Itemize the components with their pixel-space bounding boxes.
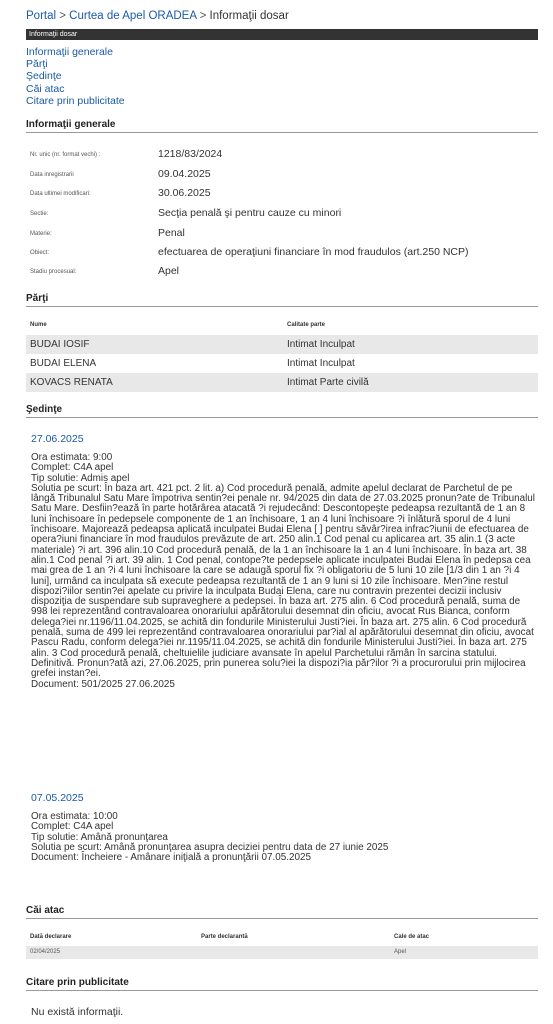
no-data-message: Nu există informaţii.	[31, 1006, 124, 1018]
info-value: Apel	[158, 265, 180, 277]
hearing-document: Document: Încheiere - Amânare iniţială a pronunţării 07.05.2025	[31, 852, 311, 864]
page-header-bar: Informaţii dosar	[26, 29, 538, 40]
party-role: Intimat Parte civilă	[287, 377, 369, 388]
table-row	[26, 946, 538, 959]
section-divider	[26, 918, 538, 919]
column-header-data-declarare: Dată declarare	[30, 934, 72, 940]
info-label: Sectie:	[30, 211, 49, 217]
info-value: 1218/83/2024	[158, 148, 223, 160]
hearing-solution-summary: Solutia pe scurt: În baza art. 421 pct. 2 lit. a) Cod procedură penală, admite apelul declarat de Parchetul de pe lângă Tribunalul Satu Mare împotriva sentin?ei penale nr. 94/2025 din data de 27.03.2025 pronun?ate de Tribunalul Satu Mare. Desfiin?ează în parte hotărârea atacată ?i rejudecând: Descontopeşte pedeapsa rezultantă de 1 an 8 luni închisoare în pedepsele componente de 1 an închisoare, 1 an 4 luni închisoare ?i înlătură sporul de 4 luni închisoare. Majorează pedeapsa aplicată inculpatei Budai Elena [ ] pentru săvâr?irea infrac?iunii de efectuarea de opera?iuni financiare în mod fraudulos prevăzute de art. 250 alin.1 Cod penal cu aplicarea art. 35 alin.1 (3 acte materiale) ?i art. 396 alin.10 Cod procedură penală, de la 1 an închisoare la 1 an 4 luni închisoare. În baza art. 38 alin.1 Cod penal ?i art. 39 alin. 1 Cod penal, contope?te pedepsele aplicate inculpatei Budai Elena în pedepsa cea mai grea de 1 an ?i 4 luni închisoare la care se adaugă sporul fix ?i obligatoriu de 5 luni 10 zile [1/3 din 1 an ?i 4 luni], urmând ca inculpata să execute pedeapsa rezultantă de 1 an 9 luni si 10 zile închisoare. Men?ine restul dispozi?iilor sentin?ei apelate cu privire la inculpata Budai Elena, care nu contravin prezentei decizii inclusiv dispoziţia de suspendare sub supraveghere a pedepsei. În baza art. 275 alin. 6 Cod procedură penală, suma de 998 lei reprezentând contravaloarea onorariului apărătorului desemnat din oficiu, avocat Rus Bianca, conform delega?iei nr.1196/11.04.2025, se achită din fondurile Ministerului Justi?iei. În baza art. 275 alin. 6 Cod procedură penală, suma de 499 lei reprezentând contravaloarea onorariului par?ial al apărătorului desemnat din oficiu, avocat Pascu Radu, conform delega?iei nr.1195/11.04.2025, se achită din fondurile Ministerului Justi?iei. În baza art. 275 alin. 3 Cod procedură penală, cheltuielile judiciare avansate în apelul Parchetului rămân în sarcina statului. Definitivă. Pronun?ată azi, 27.06.2025, prin punerea solu?iei la dispozi?ia păr?ilor ?i a procurorului prin mijlocirea grefei instan?ei.	[31, 482, 535, 680]
info-label: Obiect:	[30, 250, 50, 256]
hearing-date: 27.06.2025	[31, 433, 84, 445]
nav-link-citare[interactable]: Citare prin publicitate	[26, 94, 125, 107]
hearing-time: Ora estimata: 10:00	[31, 811, 118, 822]
appeal-type: Apel	[394, 949, 407, 955]
info-row-nr-unic	[26, 148, 538, 172]
appeal-date: 02/04/2025	[30, 949, 61, 955]
table-row	[26, 354, 538, 373]
info-label: Data inregistrarii	[30, 172, 74, 178]
hearing-time: Ora estimata: 9:00	[31, 452, 113, 463]
nav-link-informatii-generale[interactable]: Informaţii generale	[26, 46, 113, 58]
party-name: BUDAI ELENA	[30, 358, 97, 369]
hearing-panel: Complet: C4A apel	[31, 821, 114, 833]
breadcrumb-separator: >	[199, 10, 210, 22]
nav-link-parti[interactable]: Părţi	[26, 58, 48, 71]
section-title-cai-atac: Căi atac	[26, 905, 65, 916]
hearing-details	[31, 453, 537, 690]
nav-link-cai-atac[interactable]: Căi atac	[26, 82, 65, 95]
table-row	[26, 373, 538, 392]
info-label: Data ultimei modificari:	[30, 191, 91, 197]
party-name: BUDAI IOSIF	[30, 339, 90, 350]
column-header-parte-declaranta: Parte declarantă	[201, 934, 248, 940]
hearing-document: Document: 501/2025 27.06.2025	[31, 678, 175, 690]
section-divider	[26, 417, 538, 418]
info-label: Materie:	[30, 231, 52, 237]
hearing-date: 07.05.2025	[31, 792, 84, 804]
section-nav	[26, 46, 125, 107]
section-divider	[26, 132, 538, 133]
section-title-parti: Părţi	[26, 293, 49, 304]
info-label: Nr. unic (nr. format vechi) :	[30, 152, 101, 158]
section-title-citare: Citare prin publicitate	[26, 977, 129, 988]
info-row-stadiu	[26, 265, 538, 289]
table-row	[26, 335, 538, 354]
info-value: Penal	[158, 227, 185, 239]
section-title-sedinte: Şedinţe	[26, 404, 63, 415]
column-header-nume: Nume	[30, 322, 47, 328]
section-divider	[26, 990, 538, 991]
party-name: KOVACS RENATA	[30, 377, 113, 388]
info-row-sectie	[26, 207, 538, 231]
info-value: Secţia penală şi pentru cauze cu minori	[158, 207, 342, 219]
breadcrumb-separator: >	[59, 10, 70, 22]
hearing-solution-type: Tip solutie: Amână pronunţarea	[31, 831, 168, 843]
hearing-details	[31, 812, 537, 863]
info-value: 09.04.2025	[158, 168, 211, 180]
nav-link-sedinte[interactable]: Şedinţe	[26, 70, 62, 83]
section-title-informatii-generale: Informaţii generale	[26, 119, 116, 130]
party-role: Intimat Inculpat	[287, 358, 355, 369]
hearing-solution-summary: Solutia pe scurt: Amână pronunţarea asupra deciziei pentru data de 27 iunie 2025	[31, 841, 389, 853]
info-row-obiect	[26, 246, 538, 270]
column-header-calitate: Calitate parte	[287, 322, 326, 328]
breadcrumb-court-link[interactable]: Curtea de Apel ORADEA	[69, 10, 197, 22]
party-role: Intimat Inculpat	[287, 339, 355, 350]
info-row-data-inregistrarii	[26, 168, 538, 192]
section-divider	[26, 306, 538, 307]
breadcrumb	[26, 10, 289, 22]
breadcrumb-current: Informaţii dosar	[209, 10, 289, 22]
column-header-cale-atac: Cale de atac	[394, 934, 430, 940]
info-value: efectuarea de operaţiuni financiare în mod fraudulos (art.250 NCP)	[158, 246, 469, 258]
info-value: 30.06.2025	[158, 187, 211, 199]
hearing-panel: Complet: C4A apel	[31, 462, 114, 474]
breadcrumb-portal-link[interactable]: Portal	[26, 10, 57, 22]
hearing-solution-type: Tip solutie: Admis apel	[31, 472, 130, 484]
info-label: Stadiu procesual:	[30, 269, 77, 275]
